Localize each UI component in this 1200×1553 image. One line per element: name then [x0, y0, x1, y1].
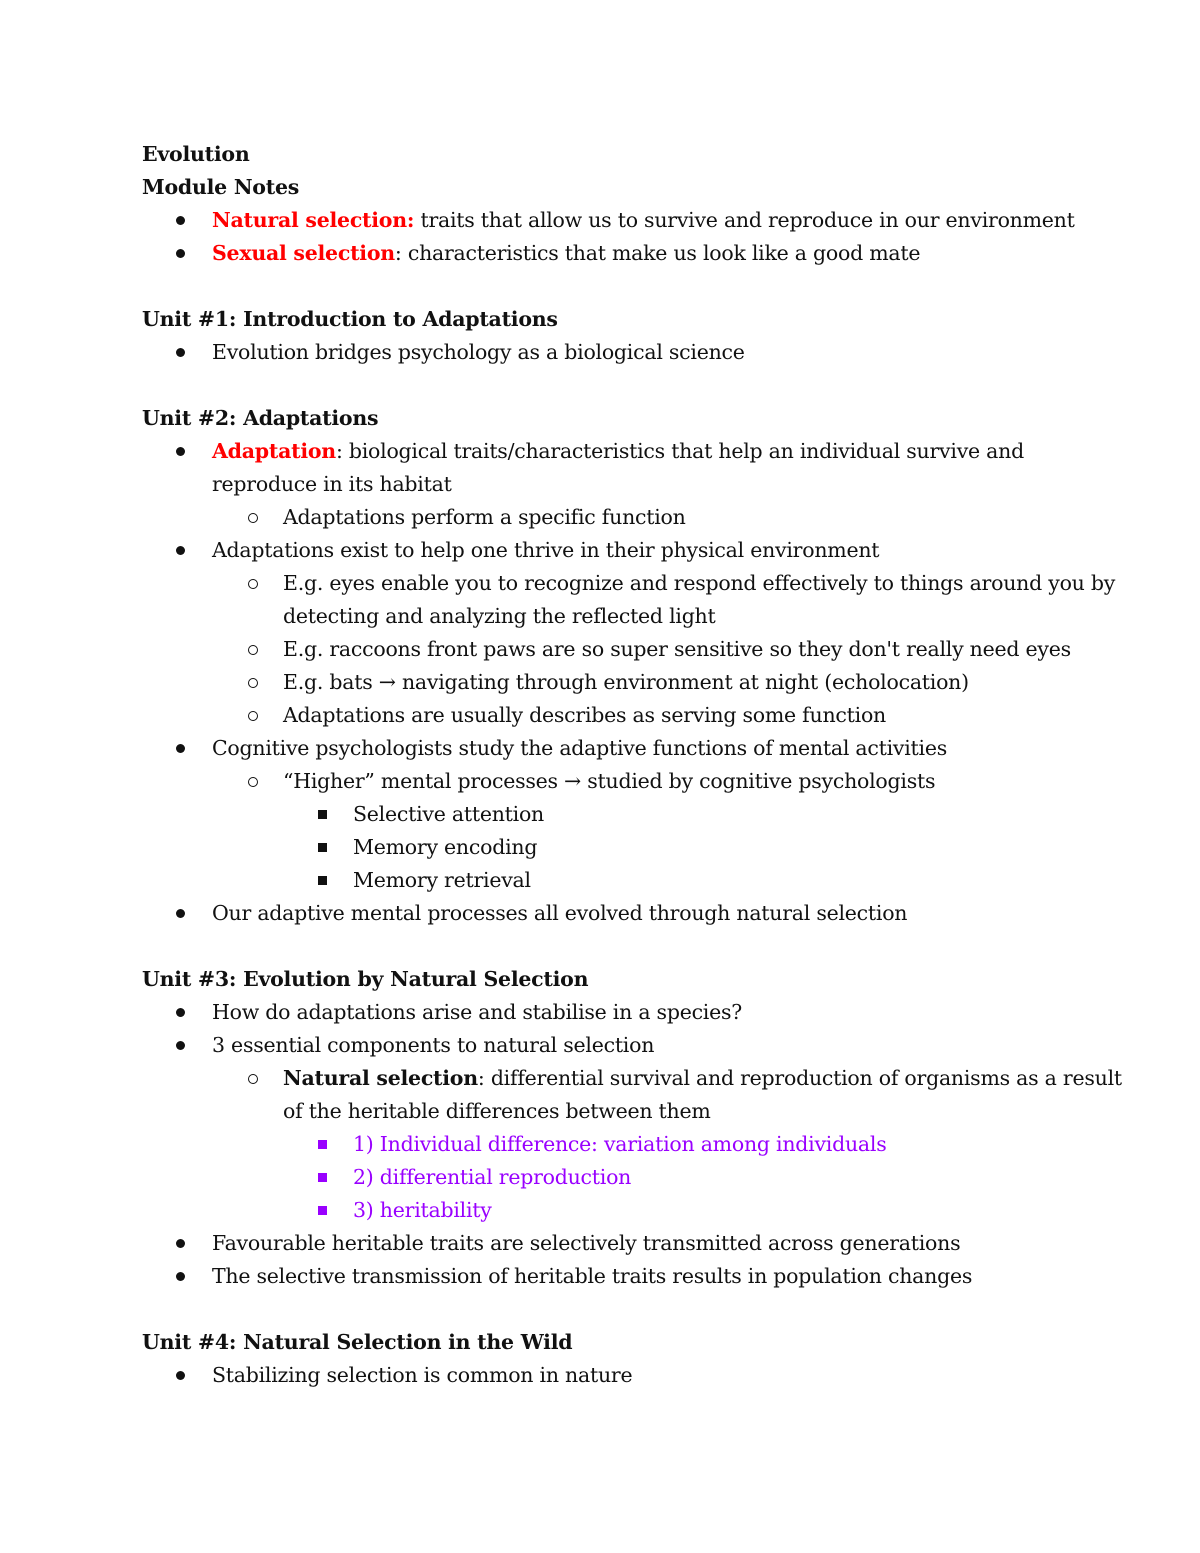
item-text: Stabilizing selection is common in nature — [212, 1363, 633, 1387]
list-item — [142, 534, 1122, 567]
item-text: Our adaptive mental processes all evolved through natural selection — [212, 901, 908, 925]
list-item — [142, 204, 1122, 237]
item-text: Selective attention — [353, 802, 544, 826]
document-page — [142, 138, 1122, 1392]
doc-subtitle: Module Notes — [142, 175, 300, 199]
list-item — [142, 1260, 1122, 1293]
list-item — [142, 666, 1122, 699]
bullet-square-icon — [318, 798, 327, 831]
bullet-circle-icon — [248, 633, 258, 666]
bullet-square-icon — [318, 1128, 327, 1161]
unit3-list — [142, 996, 1122, 1293]
bullet-disc-icon — [176, 996, 185, 1029]
bullet-circle-icon — [248, 765, 258, 798]
list-item — [142, 699, 1122, 732]
unit2-heading: Unit #2: Adaptations — [142, 406, 379, 430]
term: Sexual selection — [212, 241, 395, 265]
list-item — [142, 1128, 1122, 1161]
definition: : characteristics that make us look like a good mate — [394, 241, 921, 265]
list-item — [142, 798, 1122, 831]
item-text: 1) Individual difference: variation among individuals — [353, 1132, 887, 1156]
list-item — [142, 864, 1122, 897]
list-item — [142, 435, 1122, 501]
unit3-heading: Unit #3: Evolution by Natural Selection — [142, 967, 589, 991]
bullet-disc-icon — [176, 435, 185, 468]
list-item — [142, 633, 1122, 666]
item-text: 3 essential components to natural selection — [212, 1033, 655, 1057]
unit4-list — [142, 1359, 1122, 1392]
bullet-circle-icon — [248, 501, 258, 534]
item-text: E.g. eyes enable you to recognize and respond effectively to things around you by detecting and analyzing the reflected light — [283, 571, 1116, 628]
definition: traits that allow us to survive and reproduce in our environment — [414, 208, 1075, 232]
item-text: Adaptations exist to help one thrive in their physical environment — [212, 538, 880, 562]
item-text: Evolution bridges psychology as a biological science — [212, 340, 745, 364]
bullet-circle-icon — [248, 567, 258, 600]
bullet-disc-icon — [176, 1260, 185, 1293]
list-item — [142, 567, 1122, 633]
list-item — [142, 1227, 1122, 1260]
bullet-square-icon — [318, 864, 327, 897]
bullet-disc-icon — [176, 732, 185, 765]
list-item — [142, 831, 1122, 864]
bullet-disc-icon — [176, 897, 185, 930]
bullet-disc-icon — [176, 534, 185, 567]
list-item — [142, 501, 1122, 534]
list-item — [142, 1359, 1122, 1392]
item-text: Memory encoding — [353, 835, 538, 859]
item-text: How do adaptations arise and stabilise in a species? — [212, 1000, 743, 1024]
item-text: E.g. raccoons front paws are so super sensitive so they don't really need eyes — [283, 637, 1071, 661]
list-item — [142, 1194, 1122, 1227]
intro-list — [142, 204, 1122, 270]
doc-title: Evolution — [142, 142, 250, 166]
definition: : biological traits/characteristics that help an individual survive and reproduce in its habitat — [212, 439, 1024, 496]
item-text: 2) differential reproduction — [353, 1165, 632, 1189]
definition: : differential survival and reproduction of organisms as a result of the heritable differences between them — [283, 1066, 1122, 1123]
bullet-disc-icon — [176, 237, 185, 270]
item-text: Cognitive psychologists study the adaptive functions of mental activities — [212, 736, 947, 760]
list-item — [142, 996, 1122, 1029]
bullet-square-icon — [318, 1161, 327, 1194]
list-item — [142, 897, 1122, 930]
item-text: 3) heritability — [353, 1198, 492, 1222]
list-item — [142, 1062, 1122, 1128]
bullet-circle-icon — [248, 666, 258, 699]
bullet-square-icon — [318, 1194, 327, 1227]
term: Natural selection: — [212, 208, 415, 232]
list-item — [142, 765, 1122, 798]
bullet-circle-icon — [248, 699, 258, 732]
item-text: E.g. bats → navigating through environment at night (echolocation) — [283, 670, 969, 694]
list-item — [142, 336, 1122, 369]
item-text: “Higher” mental processes → studied by cognitive psychologists — [283, 769, 936, 793]
bullet-disc-icon — [176, 336, 185, 369]
item-text: Favourable heritable traits are selectively transmitted across generations — [212, 1231, 961, 1255]
list-item — [142, 237, 1122, 270]
list-item — [142, 1161, 1122, 1194]
bullet-disc-icon — [176, 204, 185, 237]
bullet-square-icon — [318, 831, 327, 864]
item-text: The selective transmission of heritable traits results in population changes — [212, 1264, 973, 1288]
item-text: Adaptations are usually describes as serving some function — [283, 703, 886, 727]
list-item — [142, 1029, 1122, 1062]
unit4-heading: Unit #4: Natural Selection in the Wild — [142, 1330, 573, 1354]
bullet-circle-icon — [248, 1062, 258, 1095]
list-item — [142, 732, 1122, 765]
item-text: Adaptations perform a specific function — [283, 505, 686, 529]
term: Natural selection — [283, 1066, 478, 1090]
bullet-disc-icon — [176, 1227, 185, 1260]
bullet-disc-icon — [176, 1029, 185, 1062]
term: Adaptation — [212, 439, 336, 463]
unit2-list — [142, 435, 1122, 930]
bullet-disc-icon — [176, 1359, 185, 1392]
unit1-list — [142, 336, 1122, 369]
item-text: Memory retrieval — [353, 868, 531, 892]
unit1-heading: Unit #1: Introduction to Adaptations — [142, 307, 558, 331]
